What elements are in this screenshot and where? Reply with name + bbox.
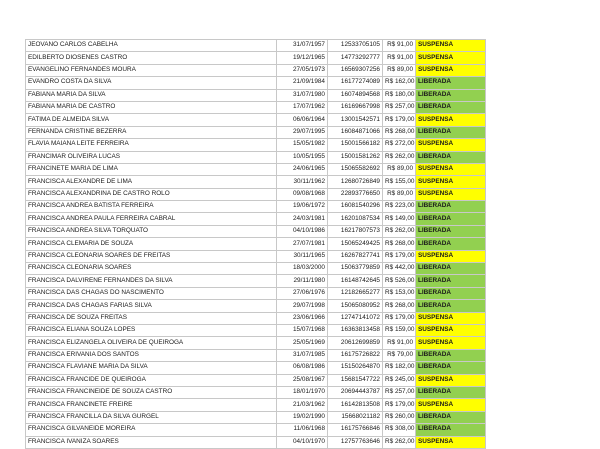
value-cell[interactable]: R$ 91,00	[383, 337, 416, 349]
id-number-cell[interactable]: 15001581262	[328, 151, 383, 163]
table-row[interactable]	[26, 337, 486, 349]
table-row[interactable]	[26, 287, 486, 299]
name-cell[interactable]: FRANCISCA ALEXANDRE DE LIMA	[26, 176, 277, 188]
status-cell[interactable]: LIBERADA	[416, 300, 486, 312]
name-cell[interactable]: FLAVIA MAIANA LEITE FERREIRA	[26, 139, 277, 151]
status-cell[interactable]: SUSPENSA	[416, 337, 486, 349]
id-number-cell[interactable]: 12680726849	[328, 176, 383, 188]
name-cell[interactable]: FRANCISCA IVANIZA SOARES	[26, 436, 277, 448]
birthdate-cell[interactable]: 25/08/1967	[277, 374, 328, 386]
value-cell[interactable]: R$ 262,00	[383, 225, 416, 237]
id-number-cell[interactable]: 13001542571	[328, 114, 383, 126]
birthdate-cell[interactable]: 18/01/1970	[277, 386, 328, 398]
id-number-cell[interactable]: 15063779859	[328, 263, 383, 275]
id-number-cell[interactable]: 16084871066	[328, 126, 383, 138]
status-cell[interactable]: SUSPENSA	[416, 324, 486, 336]
birthdate-cell[interactable]: 04/10/1970	[277, 436, 328, 448]
status-cell[interactable]: SUSPENSA	[416, 163, 486, 175]
status-cell[interactable]: SUSPENSA	[416, 188, 486, 200]
table-row[interactable]	[26, 188, 486, 200]
birthdate-cell[interactable]: 11/06/1968	[277, 424, 328, 436]
status-cell[interactable]: LIBERADA	[416, 77, 486, 89]
id-number-cell[interactable]: 15065080952	[328, 300, 383, 312]
id-number-cell[interactable]: 12747141072	[328, 312, 383, 324]
table-row[interactable]	[26, 139, 486, 151]
birthdate-cell[interactable]: 27/05/1973	[277, 64, 328, 76]
birthdate-cell[interactable]: 15/05/1982	[277, 139, 328, 151]
value-cell[interactable]: R$ 526,00	[383, 275, 416, 287]
value-cell[interactable]: R$ 91,00	[383, 40, 416, 52]
value-cell[interactable]: R$ 79,00	[383, 349, 416, 361]
name-cell[interactable]: FRANCISCA CLEONARIA SOARES	[26, 263, 277, 275]
name-cell[interactable]: FABIANA MARIA DE CASTRO	[26, 101, 277, 113]
birthdate-cell[interactable]: 29/07/1998	[277, 300, 328, 312]
value-cell[interactable]: R$ 268,00	[383, 126, 416, 138]
status-cell[interactable]: LIBERADA	[416, 238, 486, 250]
id-number-cell[interactable]: 15001566182	[328, 139, 383, 151]
birthdate-cell[interactable]: 09/08/1968	[277, 188, 328, 200]
table-row[interactable]	[26, 386, 486, 398]
table-row[interactable]	[26, 114, 486, 126]
status-cell[interactable]: LIBERADA	[416, 411, 486, 423]
id-number-cell[interactable]: 16569307256	[328, 64, 383, 76]
name-cell[interactable]: FRANCISCA FRANCINETE FREIRE	[26, 399, 277, 411]
birthdate-cell[interactable]: 29/11/1980	[277, 275, 328, 287]
status-cell[interactable]: LIBERADA	[416, 213, 486, 225]
value-cell[interactable]: R$ 245,00	[383, 374, 416, 386]
table-body	[26, 40, 486, 449]
table-row[interactable]	[26, 374, 486, 386]
id-number-cell[interactable]: 12533705105	[328, 40, 383, 52]
status-cell[interactable]: LIBERADA	[416, 424, 486, 436]
id-number-cell[interactable]: 16148742645	[328, 275, 383, 287]
value-cell[interactable]: R$ 182,00	[383, 362, 416, 374]
table-row[interactable]	[26, 324, 486, 336]
birthdate-cell[interactable]: 10/05/1955	[277, 151, 328, 163]
name-cell[interactable]: FRANCISCA GILVANEIDE MOREIRA	[26, 424, 277, 436]
status-cell[interactable]: LIBERADA	[416, 386, 486, 398]
value-cell[interactable]: R$ 159,00	[383, 324, 416, 336]
value-cell[interactable]: R$ 91,00	[383, 52, 416, 64]
value-cell[interactable]: R$ 262,00	[383, 151, 416, 163]
birthdate-cell[interactable]: 21/03/1962	[277, 399, 328, 411]
id-number-cell[interactable]: 15065582692	[328, 163, 383, 175]
table-row[interactable]	[26, 40, 486, 52]
value-cell[interactable]: R$ 89,00	[383, 64, 416, 76]
status-cell[interactable]: SUSPENSA	[416, 312, 486, 324]
birthdate-cell[interactable]: 19/12/1965	[277, 52, 328, 64]
id-number-cell[interactable]: 20694443787	[328, 386, 383, 398]
status-cell[interactable]: LIBERADA	[416, 287, 486, 299]
table-row[interactable]	[26, 362, 486, 374]
name-cell[interactable]: FRANCISCA ELIZANGELA OLIVEIRA DE QUEIROGA	[26, 337, 277, 349]
id-number-cell[interactable]: 16169667998	[328, 101, 383, 113]
name-cell[interactable]: EVANDRO COSTA DA SILVA	[26, 77, 277, 89]
value-cell[interactable]: R$ 89,00	[383, 163, 416, 175]
status-cell[interactable]: LIBERADA	[416, 101, 486, 113]
id-number-cell[interactable]: 15065249425	[328, 238, 383, 250]
table-row[interactable]	[26, 225, 486, 237]
name-cell[interactable]: FRANCINETE MARIA DE LIMA	[26, 163, 277, 175]
name-cell[interactable]: JEOVANO CARLOS CABELHA	[26, 40, 277, 52]
table-row[interactable]	[26, 399, 486, 411]
status-cell[interactable]: LIBERADA	[416, 362, 486, 374]
id-number-cell[interactable]: 16267827741	[328, 250, 383, 262]
birthdate-cell[interactable]: 23/06/1966	[277, 312, 328, 324]
birthdate-cell[interactable]: 27/06/1976	[277, 287, 328, 299]
id-number-cell[interactable]: 16074894568	[328, 89, 383, 101]
name-cell[interactable]: FRANCISCA FRANCIDE DE QUEIROGA	[26, 374, 277, 386]
value-cell[interactable]: R$ 180,00	[383, 89, 416, 101]
table-row[interactable]	[26, 89, 486, 101]
status-cell[interactable]: LIBERADA	[416, 349, 486, 361]
id-number-cell[interactable]: 12757763646	[328, 436, 383, 448]
value-cell[interactable]: R$ 308,00	[383, 424, 416, 436]
table-row[interactable]	[26, 213, 486, 225]
id-number-cell[interactable]: 16201087534	[328, 213, 383, 225]
table-row[interactable]	[26, 312, 486, 324]
table-row[interactable]	[26, 163, 486, 175]
birthdate-cell[interactable]: 06/06/1964	[277, 114, 328, 126]
birthdate-cell[interactable]: 17/07/1962	[277, 101, 328, 113]
name-cell[interactable]: FRANCISCA FRANCINEIDE DE SOUZA CASTRO	[26, 386, 277, 398]
birthdate-cell[interactable]: 24/03/1981	[277, 213, 328, 225]
birthdate-cell[interactable]: 18/03/2000	[277, 263, 328, 275]
status-cell[interactable]: LIBERADA	[416, 201, 486, 213]
name-cell[interactable]: FRANCISCA DE SOUZA FREITAS	[26, 312, 277, 324]
id-number-cell[interactable]: 15668021182	[328, 411, 383, 423]
status-cell[interactable]: LIBERADA	[416, 126, 486, 138]
id-number-cell[interactable]: 22893776650	[328, 188, 383, 200]
value-cell[interactable]: R$ 149,00	[383, 213, 416, 225]
birthdate-cell[interactable]: 19/06/1972	[277, 201, 328, 213]
status-cell[interactable]: SUSPENSA	[416, 250, 486, 262]
id-number-cell[interactable]: 16175726822	[328, 349, 383, 361]
name-cell[interactable]: FRANCISCA DALVIRENE FERNANDES DA SILVA	[26, 275, 277, 287]
value-cell[interactable]: R$ 179,00	[383, 114, 416, 126]
birthdate-cell[interactable]: 21/09/1984	[277, 77, 328, 89]
status-cell[interactable]: LIBERADA	[416, 225, 486, 237]
table-row[interactable]	[26, 424, 486, 436]
beneficiary-table	[25, 39, 486, 449]
name-cell[interactable]: FRANCIMAR OLIVEIRA LUCAS	[26, 151, 277, 163]
value-cell[interactable]: R$ 257,00	[383, 386, 416, 398]
id-number-cell[interactable]: 16217807573	[328, 225, 383, 237]
id-number-cell[interactable]: 15681547722	[328, 374, 383, 386]
table-row[interactable]	[26, 275, 486, 287]
value-cell[interactable]: R$ 260,00	[383, 411, 416, 423]
id-number-cell[interactable]: 16142813508	[328, 399, 383, 411]
name-cell[interactable]: FRANCISCA FRANCILLA DA SILVA GURGEL	[26, 411, 277, 423]
birthdate-cell[interactable]: 24/06/1965	[277, 163, 328, 175]
birthdate-cell[interactable]: 31/07/1985	[277, 349, 328, 361]
table-row[interactable]	[26, 436, 486, 448]
table-row[interactable]	[26, 201, 486, 213]
value-cell[interactable]: R$ 179,00	[383, 250, 416, 262]
birthdate-cell[interactable]: 31/07/1980	[277, 89, 328, 101]
id-number-cell[interactable]: 12182665277	[328, 287, 383, 299]
name-cell[interactable]: FABIANA MARIA DA SILVA	[26, 89, 277, 101]
status-cell[interactable]: LIBERADA	[416, 151, 486, 163]
birthdate-cell[interactable]: 30/11/1965	[277, 250, 328, 262]
birthdate-cell[interactable]: 25/05/1969	[277, 337, 328, 349]
value-cell[interactable]: R$ 162,00	[383, 77, 416, 89]
id-number-cell[interactable]: 20612699859	[328, 337, 383, 349]
table-row[interactable]	[26, 176, 486, 188]
value-cell[interactable]: R$ 272,00	[383, 139, 416, 151]
value-cell[interactable]: R$ 223,00	[383, 201, 416, 213]
id-number-cell[interactable]: 16177274089	[328, 77, 383, 89]
name-cell[interactable]: EDILBERTO DIOSENES CASTRO	[26, 52, 277, 64]
birthdate-cell[interactable]: 29/07/1995	[277, 126, 328, 138]
name-cell[interactable]: FRANCISCA CLEMARIA DE SOUZA	[26, 238, 277, 250]
name-cell[interactable]: FRANCISCA FLAVIANE MARIA DA SILVA	[26, 362, 277, 374]
name-cell[interactable]: FRANCISCA ANDREA SILVA TORQUATO	[26, 225, 277, 237]
birthdate-cell[interactable]: 04/10/1986	[277, 225, 328, 237]
status-cell[interactable]: SUSPENSA	[416, 139, 486, 151]
table-row[interactable]	[26, 64, 486, 76]
value-cell[interactable]: R$ 179,00	[383, 312, 416, 324]
birthdate-cell[interactable]: 30/11/1962	[277, 176, 328, 188]
id-number-cell[interactable]: 16363813458	[328, 324, 383, 336]
status-cell[interactable]: SUSPENSA	[416, 436, 486, 448]
value-cell[interactable]: R$ 268,00	[383, 238, 416, 250]
name-cell[interactable]: FRANCISCA ALEXANDRINA DE CASTRO ROLO	[26, 188, 277, 200]
table-row[interactable]	[26, 77, 486, 89]
value-cell[interactable]: R$ 268,00	[383, 300, 416, 312]
status-cell[interactable]: LIBERADA	[416, 89, 486, 101]
spreadsheet	[25, 39, 485, 449]
id-number-cell[interactable]: 16175766846	[328, 424, 383, 436]
status-cell[interactable]: SUSPENSA	[416, 64, 486, 76]
status-cell[interactable]: SUSPENSA	[416, 114, 486, 126]
value-cell[interactable]: R$ 179,00	[383, 399, 416, 411]
status-cell[interactable]: LIBERADA	[416, 275, 486, 287]
name-cell[interactable]: FRANCISCA DAS CHAGAS FARIAS SILVA	[26, 300, 277, 312]
table-row[interactable]	[26, 250, 486, 262]
status-cell[interactable]: SUSPENSA	[416, 40, 486, 52]
table-row[interactable]	[26, 349, 486, 361]
birthdate-cell[interactable]: 15/07/1968	[277, 324, 328, 336]
name-cell[interactable]: FRANCISCA ANDREA BATISTA FERREIRA	[26, 201, 277, 213]
table-row[interactable]	[26, 52, 486, 64]
birthdate-cell[interactable]: 31/07/1957	[277, 40, 328, 52]
birthdate-cell[interactable]: 27/07/1981	[277, 238, 328, 250]
id-number-cell[interactable]: 16081540296	[328, 201, 383, 213]
name-cell[interactable]: FRANCISCA ANDREA PAULA FERREIRA CABRAL	[26, 213, 277, 225]
value-cell[interactable]: R$ 442,00	[383, 263, 416, 275]
value-cell[interactable]: R$ 257,00	[383, 101, 416, 113]
id-number-cell[interactable]: 14773292777	[328, 52, 383, 64]
table-row[interactable]	[26, 411, 486, 423]
status-cell[interactable]: SUSPENSA	[416, 399, 486, 411]
name-cell[interactable]: FRANCISCA ERIVANIA DOS SANTOS	[26, 349, 277, 361]
status-cell[interactable]: SUSPENSA	[416, 52, 486, 64]
name-cell[interactable]: FERNANDA CRISTINE BEZERRA	[26, 126, 277, 138]
value-cell[interactable]: R$ 153,00	[383, 287, 416, 299]
status-cell[interactable]: SUSPENSA	[416, 176, 486, 188]
name-cell[interactable]: FATIMA DE ALMEIDA SILVA	[26, 114, 277, 126]
table-row[interactable]	[26, 263, 486, 275]
birthdate-cell[interactable]: 19/02/1990	[277, 411, 328, 423]
value-cell[interactable]: R$ 262,00	[383, 436, 416, 448]
status-cell[interactable]: LIBERADA	[416, 263, 486, 275]
name-cell[interactable]: FRANCISCA DAS CHAGAS DO NASCIMENTO	[26, 287, 277, 299]
birthdate-cell[interactable]: 06/08/1986	[277, 362, 328, 374]
name-cell[interactable]: EVANGELINO FERNANDES MOURA	[26, 64, 277, 76]
table-row[interactable]	[26, 238, 486, 250]
table-row[interactable]	[26, 126, 486, 138]
name-cell[interactable]: FRANCISCA CLEONARIA SOARES DE FREITAS	[26, 250, 277, 262]
value-cell[interactable]: R$ 155,00	[383, 176, 416, 188]
status-cell[interactable]: SUSPENSA	[416, 374, 486, 386]
table-row[interactable]	[26, 151, 486, 163]
id-number-cell[interactable]: 15150264870	[328, 362, 383, 374]
table-row[interactable]	[26, 300, 486, 312]
value-cell[interactable]: R$ 89,00	[383, 188, 416, 200]
table-row[interactable]	[26, 101, 486, 113]
name-cell[interactable]: FRANCISCA ELIANA SOUZA LOPES	[26, 324, 277, 336]
